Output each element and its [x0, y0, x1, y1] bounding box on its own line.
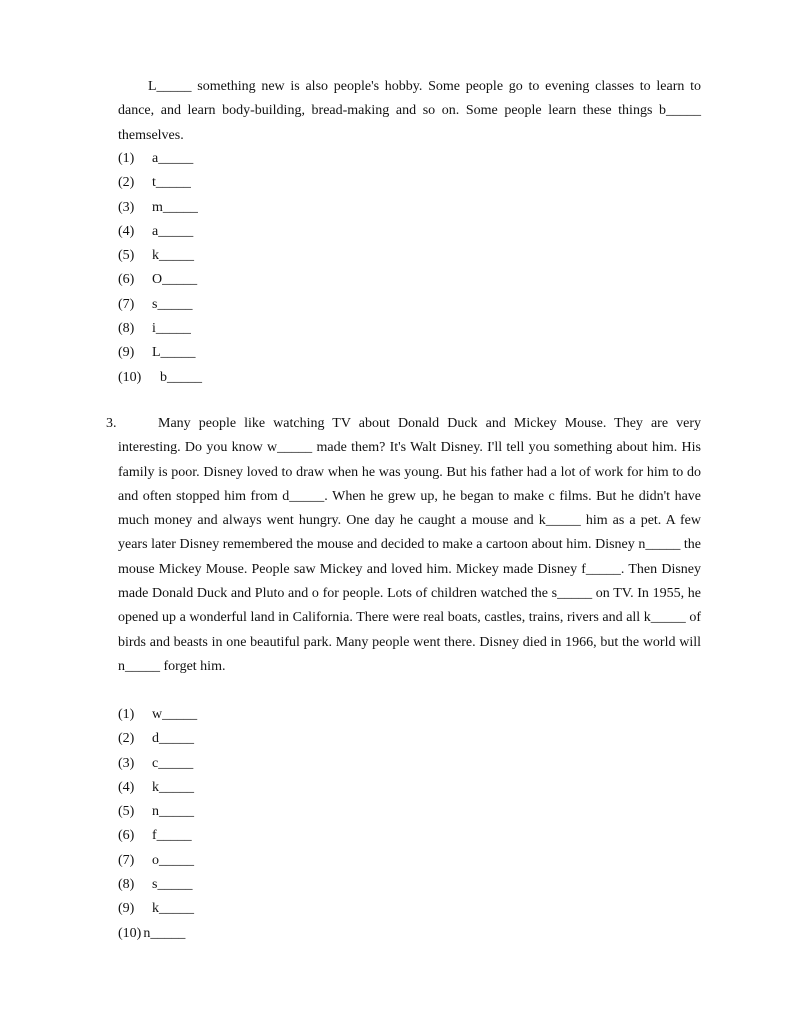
answer-list-section-2: [118, 703, 197, 946]
answer-item: [118, 873, 197, 897]
answer-item: [118, 897, 197, 921]
answer-item: [118, 196, 202, 220]
answer-blank: k_____: [152, 248, 194, 264]
answer-item: [118, 922, 197, 946]
answer-item: [118, 824, 197, 848]
answer-blank: L_____: [152, 345, 196, 361]
answer-number: (8): [118, 877, 135, 893]
question-number: 3.: [106, 416, 117, 431]
answer-number: (7): [118, 852, 135, 868]
answer-blank: n_____: [152, 804, 194, 820]
answer-number: (10): [118, 369, 142, 385]
answer-blank: o_____: [152, 852, 194, 868]
answer-item: [118, 220, 202, 244]
answer-blank: b_____: [160, 369, 202, 385]
answer-blank: s_____: [152, 296, 193, 312]
answer-blank: s_____: [152, 877, 193, 893]
answer-number: (1): [118, 151, 135, 166]
answer-blank: m_____: [152, 199, 198, 215]
answer-item: [118, 341, 202, 365]
answer-item: [118, 366, 202, 390]
answer-number: (6): [118, 272, 135, 288]
answer-number: (3): [118, 199, 135, 215]
answer-item: [118, 727, 197, 751]
answer-number: (9): [118, 901, 135, 917]
answer-item: [118, 776, 197, 800]
answer-item: [118, 171, 202, 195]
answer-blank: a_____: [152, 223, 194, 239]
answer-number: (4): [118, 779, 135, 795]
answer-blank: n_____: [143, 925, 186, 941]
answer-item: [118, 147, 202, 171]
answer-blank: c_____: [152, 755, 194, 771]
passage-2-paragraph-end: L_____ something new is also people's hobby. Some people go to evening classes to learn to dance, and learn body-building, bread-making and so on. Some people learn these things b_____ themselves.: [118, 79, 701, 143]
answer-item: [118, 268, 202, 292]
answer-blank: O_____: [152, 272, 198, 288]
answer-blank: a_____: [152, 151, 194, 166]
passage-3-paragraph: Many people like watching TV about Donald Duck and Mickey Mouse. They are very interesting. Do you know w_____ made them? It's Walt Disney. I'll tell you something about him. His family is poor. Disney loved to draw when he was young. But his father had a lot of work for him to do and often stopped him from d_____. When he grew up, he began to make c films. But he didn't have much money and always went hungry. One day he caught a mouse and k_____ him as a pet. A few years later Disney remembered the mouse and decided to make a cartoon about him. Disney n_____ the mouse Mickey Mouse. People saw Mickey and loved him. Mickey made Disney f_____. Then Disney made Donald Duck and Pluto and o for people. Lots of children watched the s_____ on TV. In 1955, he opened up a wonderful land in California. There were real boats, castles, trains, rivers and all k_____ of birds and beasts in one beautiful park. Many people went there. Disney died in 1966, but the world will n_____ forget him.: [118, 416, 701, 674]
answer-number: (1): [118, 707, 135, 722]
answer-blank: k_____: [152, 779, 194, 795]
answer-item: [118, 703, 197, 727]
answer-number: (5): [118, 804, 135, 820]
answer-number: (10): [118, 925, 142, 941]
answer-number: (8): [118, 321, 135, 337]
answer-number: (4): [118, 223, 135, 239]
answer-blank: w_____: [152, 707, 198, 722]
answer-number: (2): [118, 175, 135, 191]
answer-item: [118, 849, 197, 873]
answer-blank: f_____: [152, 828, 192, 844]
answer-number: (9): [118, 345, 135, 361]
answer-item: [118, 293, 202, 317]
answer-blank: d_____: [152, 731, 194, 747]
answer-item: [118, 317, 202, 341]
answer-item: [118, 244, 202, 268]
answer-number: (2): [118, 731, 135, 747]
answer-number: (6): [118, 828, 135, 844]
answer-blank: t_____: [152, 175, 191, 191]
answer-number: (7): [118, 296, 135, 312]
answer-blank: i_____: [152, 321, 191, 337]
answer-blank: k_____: [152, 901, 194, 917]
answer-item: [118, 800, 197, 824]
answer-item: [118, 752, 197, 776]
answer-list-section-1: [118, 147, 202, 390]
answer-number: (3): [118, 755, 135, 771]
answer-number: (5): [118, 248, 135, 264]
